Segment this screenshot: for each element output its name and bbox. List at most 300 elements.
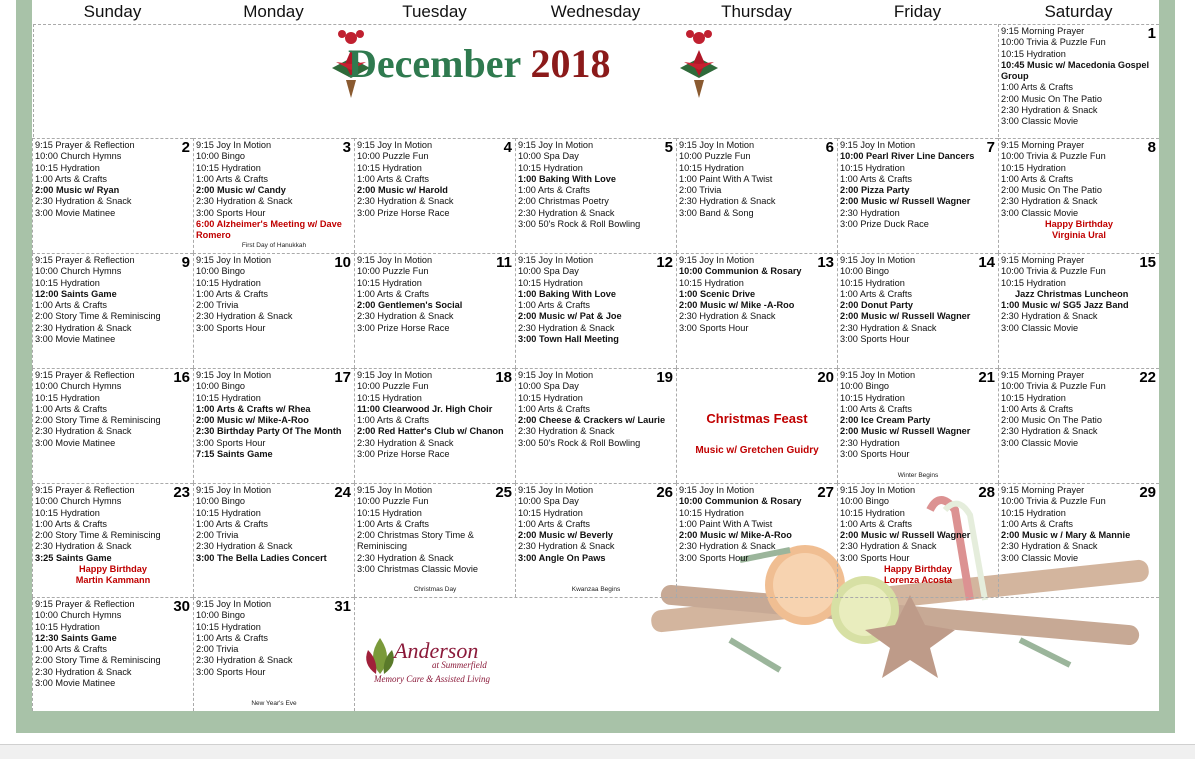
event-line: 9:15 Morning Prayer	[1001, 140, 1085, 150]
event-line: 10:00 Trivia & Puzzle Fun	[1001, 37, 1106, 48]
event-line: 2:30 Hydration & Snack	[35, 541, 132, 552]
event-line: 2:00 Music w/ Russell Wagner	[840, 196, 971, 207]
event-line: 2:00 Music w/ Russell Wagner	[840, 530, 971, 541]
event-line: 1:00 Arts & Crafts	[840, 288, 912, 299]
day-cell-19	[515, 368, 676, 483]
day-number: 5	[664, 139, 673, 156]
event-line: 10:00 Spa Day	[518, 381, 579, 392]
day-number: 10	[334, 254, 351, 271]
event-line: 2:30 Hydration & Snack	[35, 322, 132, 333]
event-line: 2:30 Hydration & Snack	[840, 541, 937, 552]
event-line: 10:15 Hydration	[840, 277, 905, 288]
event-line: 3:00 Sports Hour	[196, 322, 266, 333]
event-line: 1:00 Arts & Crafts	[1001, 82, 1073, 93]
day-cell-2	[32, 138, 193, 253]
event-line: 2:00 Trivia	[196, 530, 239, 541]
day-number: 19	[656, 369, 673, 386]
day-number: 2	[181, 139, 190, 156]
day-cell-17	[193, 368, 354, 483]
event-line: 10:15 Hydration	[1001, 48, 1066, 59]
event-line: 2:00 Trivia	[679, 185, 722, 196]
day-cell-4	[354, 138, 515, 253]
event-line: 9:15 Joy In Motion	[357, 255, 433, 265]
day-cell-23	[32, 483, 193, 597]
day-number: 25	[495, 484, 512, 501]
event-line: 1:00 Arts & Crafts	[1001, 518, 1073, 529]
birthday-name: Virginia Ural	[1052, 230, 1106, 241]
day-cell-13	[676, 253, 837, 368]
event-line: 10:00 Trivia & Puzzle Fun	[1001, 266, 1106, 277]
event-line: 10:00 Bingo	[840, 266, 890, 277]
event-line: 1:00 Paint With A Twist	[679, 518, 773, 529]
day-number: 27	[817, 484, 834, 501]
event-line: 10:45 Music w/ Macedonia Gospel Group	[1001, 59, 1150, 82]
header-friday: Friday	[893, 2, 942, 21]
day-cell-11	[354, 253, 515, 368]
day-cell-28	[837, 483, 998, 597]
event-line: 2:00 Christmas Poetry	[518, 196, 609, 207]
event-line: 2:00 Music w/ Mike -A-Roo	[679, 300, 795, 311]
event-line: 9:15 Morning Prayer	[1001, 255, 1085, 265]
event-line: 10:15 Hydration	[840, 507, 905, 518]
event-line: 10:00 Church Hymns	[35, 151, 122, 162]
event-line: 1:00 Arts & Crafts	[518, 403, 590, 414]
event-line: 3:00 Prize Horse Race	[357, 449, 450, 460]
holiday-note: Winter Begins	[897, 471, 939, 479]
event-line: 10:15 Hydration	[518, 507, 583, 518]
day-number: 15	[1139, 254, 1156, 271]
day-number: 14	[978, 254, 995, 271]
event-line: 2:30 Hydration & Snack	[357, 196, 454, 207]
title-month: December	[348, 41, 521, 86]
day-number: 11	[496, 254, 512, 271]
day-cell-6	[676, 138, 837, 253]
event-line: 3:00 Prize Horse Race	[357, 207, 450, 218]
event-line: 3:00 Classic Movie	[1001, 552, 1079, 563]
event-line: 10:00 Bingo	[196, 496, 246, 507]
event-line: 9:15 Joy In Motion	[679, 255, 755, 265]
event-line: 2:30 Hydration & Snack	[679, 311, 776, 322]
event-line: 7:15 Saints Game	[196, 449, 273, 460]
event-line: 10:15 Hydration	[35, 277, 100, 288]
day-number: 4	[503, 139, 512, 156]
event-line: 3:00 Sports Hour	[196, 666, 266, 677]
event-line: 2:00 Story Time & Reminiscing	[35, 655, 161, 666]
event-line: 2:00 Ice Cream Party	[840, 415, 931, 426]
event-line: 10:15 Hydration	[35, 162, 100, 173]
day-number: 23	[173, 484, 190, 501]
event-line: 2:30 Hydration & Snack	[357, 437, 454, 448]
event-line: 2:30 Hydration & Snack	[840, 322, 937, 333]
event-line: 10:00 Bingo	[840, 381, 890, 392]
header-wednesday: Wednesday	[550, 2, 641, 21]
holiday-note: First Day of Hanukkah	[241, 241, 307, 249]
event-line: 1:00 Arts & Crafts	[35, 644, 107, 655]
event-line: 2:30 Hydration & Snack	[357, 552, 454, 563]
day-number: 9	[181, 254, 190, 271]
event-line: 3:00 Sports Hour	[679, 552, 749, 563]
day-cell-21	[837, 368, 998, 483]
day-number: 3	[342, 139, 351, 156]
logo-subname: at Summerfield	[432, 660, 487, 670]
logo-tagline: Memory Care & Assisted Living	[374, 674, 490, 684]
event-line: 1:00 Arts & Crafts w/ Rhea	[196, 403, 311, 414]
event-line: 3:00 Town Hall Meeting	[518, 334, 619, 345]
christmas-feast-label: Christmas Feast	[706, 411, 808, 426]
event-line: 10:15 Hydration	[35, 621, 100, 632]
event-line: 1:00 Arts & Crafts	[357, 415, 429, 426]
event-line: 1:00 Arts & Crafts	[840, 518, 912, 529]
event-line: 2:30 Hydration & Snack	[196, 311, 293, 322]
event-line: 10:00 Bingo	[840, 496, 890, 507]
event-line: 2:30 Hydration & Snack	[196, 196, 293, 207]
event-line: 11:00 Clearwood Jr. High Choir	[357, 403, 493, 414]
event-line: 10:15 Hydration	[518, 277, 583, 288]
day-number: 21	[978, 369, 995, 386]
event-line: 10:15 Hydration	[357, 277, 422, 288]
event-line: 2:00 Gentlemen's Social	[357, 300, 463, 311]
event-line: 3:00 Movie Matinee	[35, 334, 116, 345]
event-line: 2:00 Music w/ Harold	[357, 185, 448, 196]
event-line: 2:00 Music w/ Russell Wagner	[840, 426, 971, 437]
event-line: 10:15 Hydration	[840, 392, 905, 403]
day-cell-14	[837, 253, 998, 368]
event-line: 3:00 Prize Duck Race	[840, 219, 929, 230]
event-line: 9:15 Joy In Motion	[196, 255, 272, 265]
event-line: 2:30 Hydration	[840, 207, 900, 218]
event-line: 2:30 Hydration & Snack	[196, 541, 293, 552]
event-line: 2:30 Hydration & Snack	[196, 655, 293, 666]
event-line: 2:00 Story Time & Reminiscing	[35, 530, 161, 541]
event-line: 2:30 Hydration & Snack	[518, 541, 615, 552]
event-line: 3:00 50's Rock & Roll Bowling	[518, 219, 641, 230]
holiday-note: Kwanzaa Begins	[571, 585, 621, 593]
event-line: 1:00 Scenic Drive	[679, 288, 756, 299]
event-line: 9:15 Joy In Motion	[679, 140, 755, 150]
event-line: 1:00 Arts & Crafts	[1001, 173, 1073, 184]
event-line: 9:15 Joy In Motion	[518, 370, 594, 380]
day-number: 26	[656, 484, 673, 501]
event-line: 1:00 Arts & Crafts	[196, 288, 268, 299]
event-line: 2:00 Music On The Patio	[1001, 93, 1102, 104]
event-line: 10:15 Hydration	[1001, 162, 1066, 173]
day-number: 17	[334, 369, 351, 386]
event-line: 9:15 Joy In Motion	[357, 140, 433, 150]
event-line: 10:15 Hydration	[679, 277, 744, 288]
status-bar	[0, 744, 1195, 759]
event-line: 2:00 Red Hatter's Club w/ Chanon	[357, 426, 504, 437]
event-line: 3:25 Saints Game	[35, 552, 112, 563]
event-line: 2:30 Hydration & Snack	[357, 311, 454, 322]
event-line: 2:30 Hydration & Snack	[679, 541, 776, 552]
event-line: Jazz Christmas Luncheon	[1015, 288, 1129, 299]
day-cell-12	[515, 253, 676, 368]
title-year: 2018	[530, 41, 611, 86]
event-line: 2:30 Birthday Party Of The Month	[196, 426, 342, 437]
event-line: 3:00 Classic Movie	[1001, 437, 1079, 448]
event-line: 1:00 Baking With Love	[518, 173, 616, 184]
event-line: 1:00 Arts & Crafts	[840, 403, 912, 414]
event-line: 3:00 Sports Hour	[196, 207, 266, 218]
event-line: 10:15 Hydration	[196, 277, 261, 288]
event-line: 10:15 Hydration	[679, 162, 744, 173]
event-line: 1:00 Arts & Crafts	[35, 173, 107, 184]
event-line: 3:00 Sports Hour	[840, 552, 910, 563]
event-line: 2:00 Story Time & Reminiscing	[35, 415, 161, 426]
birthday-line: Happy Birthday	[1045, 219, 1113, 230]
event-line: 2:00 Music w / Mary & Mannie	[1001, 530, 1131, 541]
day-number: 28	[978, 484, 995, 501]
event-line: 1:00 Music w/ SG5 Jazz Band	[1001, 300, 1129, 311]
event-line: 3:00 Classic Movie	[1001, 116, 1079, 127]
event-line: 9:15 Joy In Motion	[196, 370, 272, 380]
event-line: 3:00 Movie Matinee	[35, 207, 116, 218]
event-line: 10:00 Pearl River Line Dancers	[840, 151, 975, 162]
event-line: 1:00 Arts & Crafts	[1001, 403, 1073, 414]
event-line: 9:15 Morning Prayer	[1001, 26, 1085, 36]
event-line: 1:00 Arts & Crafts	[35, 518, 107, 529]
event-line: 9:15 Prayer & Reflection	[35, 485, 135, 495]
event-line: 2:30 Hydration & Snack	[518, 207, 615, 218]
event-line: 1:00 Arts & Crafts	[196, 632, 268, 643]
event-line: 10:00 Puzzle Fun	[357, 381, 429, 392]
event-line: 10:00 Bingo	[196, 381, 246, 392]
event-line: 1:00 Arts & Crafts	[196, 518, 268, 529]
event-line: 10:00 Puzzle Fun	[357, 151, 429, 162]
day-cell-22	[998, 368, 1159, 483]
event-line: 10:15 Hydration	[1001, 507, 1066, 518]
page-title	[348, 40, 611, 87]
event-line: 2:00 Music w/ Beverly	[518, 530, 613, 541]
leaf-logo-icon	[362, 634, 398, 678]
event-line: 2:00 Music w/ Mike-A-Roo	[196, 415, 309, 426]
event-line: 10:00 Trivia & Puzzle Fun	[1001, 496, 1106, 507]
event-line: 2:00 Trivia	[196, 300, 239, 311]
event-line: 10:00 Spa Day	[518, 151, 579, 162]
event-line: 9:15 Morning Prayer	[1001, 370, 1085, 380]
header-sunday: Sunday	[83, 2, 142, 21]
event-line: 2:00 Pizza Party	[840, 185, 910, 196]
event-line: 3:00 Movie Matinee	[35, 437, 116, 448]
event-line: 3:00 50's Rock & Roll Bowling	[518, 437, 641, 448]
event-line: 3:00 Angle On Paws	[518, 552, 606, 563]
event-line: 2:30 Hydration & Snack	[35, 666, 132, 677]
event-line: 2:00 Music w/ Mike-A-Roo	[679, 530, 792, 541]
header-tuesday: Tuesday	[402, 2, 467, 21]
holiday-note: New Year's Eve	[251, 699, 297, 707]
event-line: 3:00 The Bella Ladies Concert	[196, 552, 327, 563]
event-line: 2:00 Music w/ Ryan	[35, 185, 120, 196]
event-line: 3:00 Sports Hour	[840, 449, 910, 460]
event-line: 10:00 Trivia & Puzzle Fun	[1001, 381, 1106, 392]
birthday-name: Martin Kammann	[75, 575, 151, 586]
event-line: 1:00 Arts & Crafts	[35, 403, 107, 414]
event-line: 10:00 Puzzle Fun	[357, 496, 429, 507]
event-line: 10:15 Hydration	[35, 507, 100, 518]
event-line: 10:15 Hydration	[1001, 392, 1066, 403]
day-cell-9	[32, 253, 193, 368]
event-line: 2:00 Donut Party	[840, 300, 914, 311]
event-line: 10:15 Hydration	[357, 392, 422, 403]
event-line: 3:00 Movie Matinee	[35, 678, 116, 689]
event-line: 10:00 Spa Day	[518, 266, 579, 277]
day-number: 1	[1147, 25, 1156, 42]
event-line: 10:15 Hydration	[196, 392, 261, 403]
event-line: 10:00 Church Hymns	[35, 610, 122, 621]
day-cell-18	[354, 368, 515, 483]
day-cell-16	[32, 368, 193, 483]
day-cell-15	[998, 253, 1159, 368]
event-line: 1:00 Arts & Crafts	[840, 173, 912, 184]
event-line: 2:30 Hydration	[840, 437, 900, 448]
event-line: 1:00 Arts & Crafts	[357, 518, 429, 529]
event-line: 10:00 Church Hymns	[35, 496, 122, 507]
day-cell-20	[676, 368, 837, 483]
event-line: 1:00 Arts & Crafts	[196, 173, 268, 184]
day-cell-5	[515, 138, 676, 253]
event-line: 10:15 Hydration	[357, 162, 422, 173]
day-cell-8	[998, 138, 1159, 253]
event-line: 10:15 Hydration	[840, 162, 905, 173]
event-line: 10:00 Church Hymns	[35, 381, 122, 392]
event-line: 10:00 Communion & Rosary	[679, 496, 802, 507]
event-line: 2:30 Hydration & Snack	[1001, 311, 1098, 322]
event-line: 9:15 Joy In Motion	[196, 485, 272, 495]
event-line: 9:15 Joy In Motion	[840, 140, 916, 150]
event-line: 10:15 Hydration	[518, 162, 583, 173]
event-line: 9:15 Joy In Motion	[518, 255, 594, 265]
event-line: 9:15 Joy In Motion	[196, 599, 272, 609]
birthday-name: Lorenza Acosta	[883, 575, 953, 586]
event-line: 10:00 Bingo	[196, 266, 246, 277]
event-line: 10:15 Hydration	[196, 507, 261, 518]
event-line: 2:30 Hydration & Snack	[35, 196, 132, 207]
event-line: 3:00 Christmas Classic Movie	[357, 564, 479, 575]
event-line: 2:00 Music On The Patio	[1001, 185, 1102, 196]
event-line: 2:30 Hydration & Snack	[1001, 426, 1098, 437]
event-line: 10:15 Hydration	[196, 162, 261, 173]
event-line: 1:00 Baking With Love	[518, 288, 616, 299]
day-number: 20	[817, 369, 834, 386]
event-line: 9:15 Joy In Motion	[518, 485, 594, 495]
event-line: 2:00 Trivia	[196, 644, 239, 655]
day-cell-27	[676, 483, 837, 597]
event-line: 3:00 Sports Hour	[840, 334, 910, 345]
event-line: 2:30 Hydration & Snack	[35, 426, 132, 437]
event-line: 10:15 Hydration	[196, 621, 261, 632]
event-line: 2:00 Music w/ Candy	[196, 185, 286, 196]
day-cell-26	[515, 483, 676, 597]
day-cell-3	[193, 138, 354, 253]
event-line: 3:00 Classic Movie	[1001, 322, 1079, 333]
event-line: 12:30 Saints Game	[35, 632, 117, 643]
header-saturday: Saturday	[1044, 2, 1113, 21]
event-line: 12:00 Saints Game	[35, 288, 117, 299]
event-line: 9:15 Joy In Motion	[840, 485, 916, 495]
day-number: 6	[825, 139, 834, 156]
event-line: 1:00 Arts & Crafts	[518, 185, 590, 196]
day-number: 12	[656, 254, 673, 271]
feast-music-label: Music w/ Gretchen Guidry	[695, 445, 819, 456]
anderson-logo	[362, 630, 512, 690]
event-line: 10:15 Hydration	[1001, 277, 1066, 288]
event-line: 6:00 Alzheimer's Meeting w/ Dave Romero	[196, 219, 342, 241]
holiday-note: Christmas Day	[413, 585, 457, 593]
day-number: 18	[495, 369, 512, 386]
event-line: 9:15 Prayer & Reflection	[35, 370, 135, 380]
day-cell-1	[998, 24, 1159, 137]
day-cell-24	[193, 483, 354, 597]
event-line: 10:15 Hydration	[357, 507, 422, 518]
event-line: 1:00 Arts & Crafts	[357, 288, 429, 299]
event-line: 10:00 Bingo	[196, 151, 246, 162]
birthday-line: Happy Birthday	[79, 564, 147, 575]
event-line: 9:15 Prayer & Reflection	[35, 255, 135, 265]
event-line: 9:15 Joy In Motion	[518, 140, 594, 150]
event-line: 2:30 Hydration & Snack	[518, 322, 615, 333]
day-number: 16	[173, 369, 190, 386]
event-line: 9:15 Morning Prayer	[1001, 485, 1085, 495]
day-cell-31	[193, 597, 354, 711]
logo-name: Anderson	[394, 638, 479, 663]
event-line: 10:15 Hydration	[518, 392, 583, 403]
event-line: 3:00 Band & Song	[679, 207, 754, 218]
day-cell-7	[837, 138, 998, 253]
event-line: 10:00 Spa Day	[518, 496, 579, 507]
header-monday: Monday	[243, 2, 304, 21]
event-line: 10:15 Hydration	[35, 392, 100, 403]
birthday-line: Happy Birthday	[884, 564, 952, 575]
day-cell-10	[193, 253, 354, 368]
event-line: 1:00 Paint With A Twist	[679, 173, 773, 184]
event-line: 3:00 Prize Horse Race	[357, 322, 450, 333]
event-line: 9:15 Joy In Motion	[357, 485, 433, 495]
day-number: 31	[334, 598, 351, 615]
day-number: 30	[173, 598, 190, 615]
event-line: 2:00 Cheese & Crackers w/ Laurie	[518, 415, 666, 426]
event-line: 2:00 Music w/ Russell Wagner	[840, 311, 971, 322]
event-line: 9:15 Joy In Motion	[357, 370, 433, 380]
event-line: 3:00 Sports Hour	[679, 322, 749, 333]
event-line: 1:00 Arts & Crafts	[357, 173, 429, 184]
day-number: 22	[1139, 369, 1156, 386]
event-line: 10:00 Puzzle Fun	[357, 266, 429, 277]
event-line: 2:00 Story Time & Reminiscing	[35, 311, 161, 322]
event-line: 1:00 Arts & Crafts	[518, 518, 590, 529]
day-number: 24	[334, 484, 351, 501]
day-number: 29	[1139, 484, 1156, 501]
day-cell-25	[354, 483, 515, 597]
day-cell-30	[32, 597, 193, 711]
event-line: 10:00 Trivia & Puzzle Fun	[1001, 151, 1106, 162]
event-line: 10:15 Hydration	[679, 507, 744, 518]
event-line: 2:00 Music w/ Pat & Joe	[518, 311, 622, 322]
event-line: 10:00 Church Hymns	[35, 266, 122, 277]
event-line: 1:00 Arts & Crafts	[35, 300, 107, 311]
event-line: 3:00 Sports Hour	[196, 437, 266, 448]
event-line: 10:00 Bingo	[196, 610, 246, 621]
poinsettia-right-icon	[670, 28, 728, 100]
event-line: 9:15 Prayer & Reflection	[35, 599, 135, 609]
event-line: 10:00 Communion & Rosary	[679, 266, 802, 277]
day-number: 7	[986, 139, 995, 156]
event-line: 9:15 Prayer & Reflection	[35, 140, 135, 150]
event-line: 3:00 Classic Movie	[1001, 207, 1079, 218]
event-line: 10:00 Puzzle Fun	[679, 151, 751, 162]
event-line: 2:30 Hydration & Snack	[679, 196, 776, 207]
event-line: 2:00 Christmas Story Time & Reminiscing	[357, 530, 474, 552]
event-line: 9:15 Joy In Motion	[840, 370, 916, 380]
